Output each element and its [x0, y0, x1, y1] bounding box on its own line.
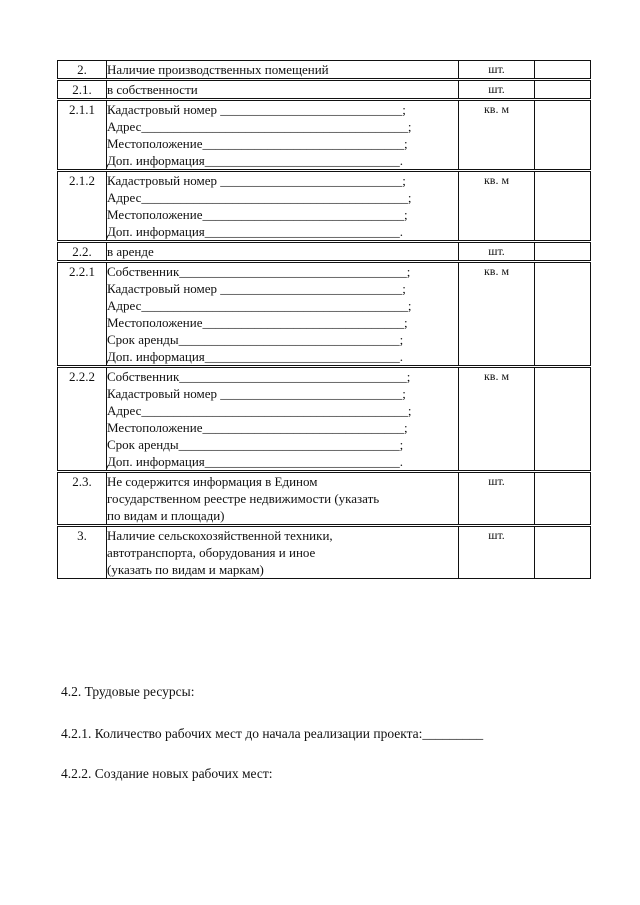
table-row: [58, 61, 591, 80]
resources-table: [57, 60, 591, 579]
row-number: 3.: [58, 526, 107, 579]
description-line: Срок аренды__________________________________;: [107, 332, 404, 347]
row-description: [107, 526, 459, 579]
row-number: 2.2.: [58, 242, 107, 262]
description-line: Местоположение_______________________________;: [107, 207, 408, 222]
row-value-cell[interactable]: [535, 171, 591, 242]
description-line: Адрес_________________________________________;: [107, 403, 412, 418]
row-number: 2.1.2: [58, 171, 107, 242]
description-line: Срок аренды__________________________________;: [107, 437, 404, 452]
table-row: [58, 526, 591, 579]
description-line: Адрес_________________________________________;: [107, 190, 412, 205]
description-line: Местоположение_______________________________;: [107, 420, 408, 435]
description-line: Доп. информация______________________________.: [107, 224, 404, 239]
row-description: [107, 367, 459, 472]
row-description: [107, 262, 459, 367]
row-value-cell[interactable]: [535, 262, 591, 367]
row-value-cell[interactable]: [535, 242, 591, 262]
description-line: Доп. информация______________________________.: [107, 454, 404, 469]
table-row: [58, 262, 591, 367]
description-line: автотранспорта, оборудования и иное: [107, 545, 316, 560]
description-line: Собственник___________________________________;: [107, 264, 411, 279]
row-unit: шт.: [459, 472, 535, 526]
description-line: государственном реестре недвижимости (указать: [107, 491, 380, 506]
row-number: 2.1.1: [58, 100, 107, 171]
row-unit: кв. м: [459, 262, 535, 367]
row-unit: шт.: [459, 526, 535, 579]
row-unit: кв. м: [459, 367, 535, 472]
row-value-cell[interactable]: [535, 526, 591, 579]
description-line: Кадастровый номер ____________________________;: [107, 281, 406, 296]
row-number: 2.2.1: [58, 262, 107, 367]
table-row: [58, 472, 591, 526]
description-line: в собственности: [107, 82, 198, 97]
jobs-before-project: 4.2.1. Количество рабочих мест до начала реализации проекта:_________: [61, 726, 484, 741]
row-number: 2.1.: [58, 80, 107, 100]
row-description: [107, 61, 459, 80]
description-line: (указать по видам и маркам): [107, 562, 264, 577]
section-heading-labor: 4.2. Трудовые ресурсы:: [61, 684, 195, 699]
table-row: [58, 242, 591, 262]
description-line: в аренде: [107, 244, 154, 259]
row-number: 2.: [58, 61, 107, 80]
table-row: [58, 367, 591, 472]
row-number: 2.2.2: [58, 367, 107, 472]
row-unit: шт.: [459, 61, 535, 80]
row-description: [107, 472, 459, 526]
row-value-cell[interactable]: [535, 80, 591, 100]
description-line: Кадастровый номер ____________________________;: [107, 386, 406, 401]
description-line: Кадастровый номер ____________________________;: [107, 102, 406, 117]
row-description: [107, 100, 459, 171]
row-unit: шт.: [459, 80, 535, 100]
row-description: [107, 80, 459, 100]
row-value-cell[interactable]: [535, 367, 591, 472]
row-number: 2.3.: [58, 472, 107, 526]
description-line: Доп. информация______________________________.: [107, 153, 404, 168]
row-value-cell[interactable]: [535, 100, 591, 171]
table-row: [58, 171, 591, 242]
description-line: Кадастровый номер ____________________________;: [107, 173, 406, 188]
row-unit: кв. м: [459, 171, 535, 242]
description-line: Доп. информация______________________________.: [107, 349, 404, 364]
row-description: [107, 242, 459, 262]
row-unit: кв. м: [459, 100, 535, 171]
row-value-cell[interactable]: [535, 61, 591, 80]
table-row: [58, 80, 591, 100]
description-line: Наличие производственных помещений: [107, 62, 329, 77]
row-value-cell[interactable]: [535, 472, 591, 526]
table-row: [58, 100, 591, 171]
description-line: Не содержится информация в Едином: [107, 474, 318, 489]
description-line: Местоположение_______________________________;: [107, 315, 408, 330]
description-line: Местоположение_______________________________;: [107, 136, 408, 151]
row-unit: шт.: [459, 242, 535, 262]
description-line: по видам и площади): [107, 508, 225, 523]
description-line: Собственник___________________________________;: [107, 369, 411, 384]
description-line: Наличие сельскохозяйственной техники,: [107, 528, 333, 543]
description-line: Адрес_________________________________________;: [107, 298, 412, 313]
row-description: [107, 171, 459, 242]
description-line: Адрес_________________________________________;: [107, 119, 412, 134]
new-jobs-heading: 4.2.2. Создание новых рабочих мест:: [61, 766, 273, 781]
